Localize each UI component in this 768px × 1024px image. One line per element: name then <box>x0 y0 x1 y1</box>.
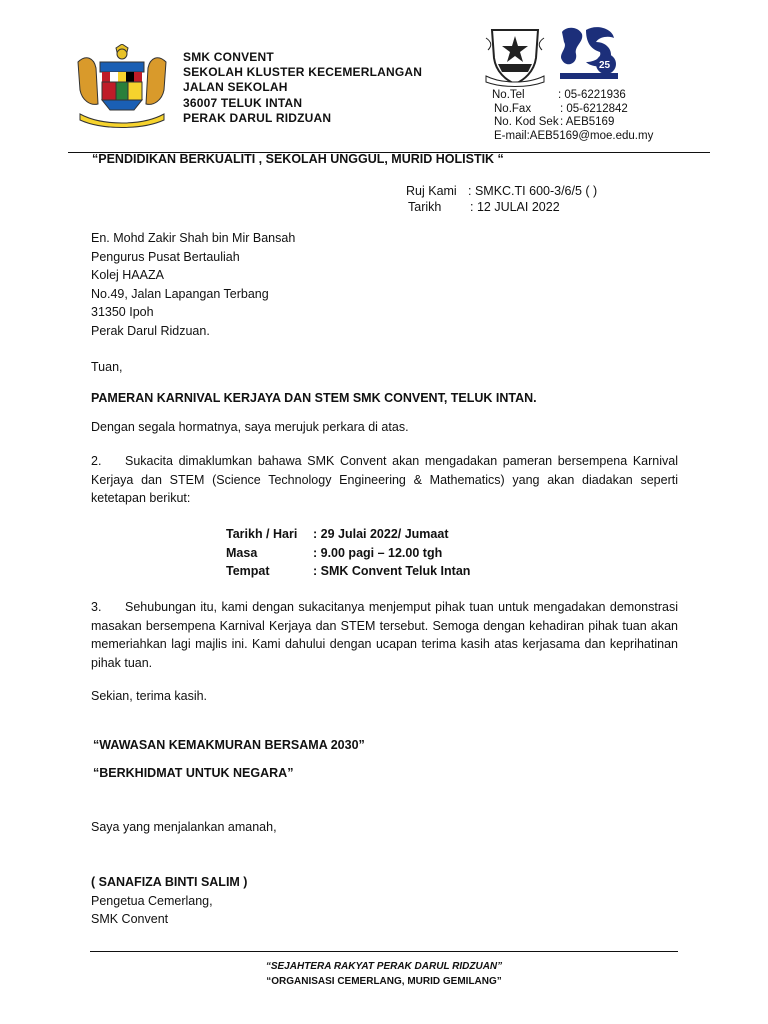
detail-venue-row: Tempat : SMK Convent Teluk Intan <box>226 564 471 578</box>
detail-date-row: Tarikh / Hari : 29 Julai 2022/ Jumaat <box>226 527 449 541</box>
email-row: E-mail: AEB5169@moe.edu.my <box>494 129 654 142</box>
footer-slogan-2: “ORGANISASI CEMERLANG, MURID GEMILANG” <box>266 976 502 987</box>
address-postcode: 36007 TELUK INTAN <box>183 95 303 110</box>
contact-block <box>492 89 653 143</box>
recipient-title: Pengurus Pusat Bertauliah <box>91 249 240 264</box>
signatory-org: SMK Convent <box>91 912 169 926</box>
paragraph-2-number: 2. <box>91 454 102 468</box>
school-code-row: No. Kod Sek : AEB5169 <box>494 116 615 128</box>
footer-divider <box>90 951 678 952</box>
event-details <box>226 525 470 581</box>
salutation: Tuan, <box>91 360 123 374</box>
school-address-block <box>183 50 422 126</box>
amanah-line: Saya yang menjalankan amanah, <box>91 820 277 834</box>
signatory-block <box>91 873 247 929</box>
slogan-berkhidmat: “BERKHIDMAT UNTUK NEGARA” <box>93 766 294 780</box>
date-row: Tarikh : 12 JULAI 2022 <box>408 200 560 214</box>
signatory-name: ( SANAFIZA BINTI SALIM ) <box>91 875 248 889</box>
paragraph-3-number: 3. <box>91 600 102 614</box>
address-street: JALAN SEKOLAH <box>183 80 288 95</box>
paragraph-3-text: Sehubungan itu, kami dengan sukacitanya menjemput pihak tuan untuk mengadakan demonstrasi masakan bersempena Karnival Kerjaya dan STEM tersebut. Semoga dengan kehadiran pihak tuan akan memeriahkan lagi majlis ini. Kami dahului dengan ucapan terima kasih atas kerjasama dan keprihatinan pihak tuan. <box>91 600 678 670</box>
signatory-title: Pengetua Cemerlang, <box>91 893 213 908</box>
opening-line: Dengan segala hormatnya, saya merujuk perkara di atas. <box>91 420 409 434</box>
fax-row: No.Fax : 05-6212842 <box>494 102 628 115</box>
malaysia-coat-of-arms-icon <box>72 44 172 130</box>
detail-time-row: Masa : 9.00 pagi – 12.00 tgh <box>226 545 443 560</box>
paragraph-2 <box>91 452 678 508</box>
recipient-street: No.49, Jalan Lapangan Terbang <box>91 286 269 301</box>
reference-row: Ruj Kami : SMKC.TI 600-3/6/5 ( ) <box>406 184 598 198</box>
school-crest-icon <box>482 24 548 88</box>
recipient-postcode: 31350 Ipoh <box>91 305 154 319</box>
motto: “PENDIDIKAN BERKUALITI , SEKOLAH UNGGUL, MURID HOLISTIK “ <box>92 152 504 166</box>
recipient-state: Perak Darul Ridzuan. <box>91 323 210 338</box>
address-state: PERAK DARUL RIDZUAN <box>183 110 332 125</box>
paragraph-3 <box>91 598 678 672</box>
recipient-address <box>91 229 295 340</box>
kpm-25-logo-icon <box>556 24 622 82</box>
slogan-wawasan: “WAWASAN KEMAKMURAN BERSAMA 2030” <box>93 738 365 752</box>
school-name: SMK CONVENT <box>183 50 274 64</box>
reference-block <box>406 183 597 215</box>
footer-slogan-1: “SEJAHTERA RAKYAT PERAK DARUL RIDZUAN” <box>265 961 503 972</box>
recipient-name: En. Mohd Zakir Shah bin Mir Bansah <box>91 231 296 245</box>
tel-row: No.Tel : 05-6221936 <box>492 89 626 101</box>
subject-heading: PAMERAN KARNIVAL KERJAYA DAN STEM SMK CONVENT, TELUK INTAN. <box>91 391 537 405</box>
closing-line: Sekian, terima kasih. <box>91 689 208 703</box>
svg-text:25: 25 <box>599 60 611 71</box>
paragraph-2-text: Sukacita dimaklumkan bahawa SMK Convent akan mengadakan pameran bersempena Karnival Kerjaya dan STEM (Science Technology Engineering & Mathematics) yang akan diadakan seperti ketetapan berikut: <box>91 454 678 505</box>
recipient-org: Kolej HAAZA <box>91 268 164 282</box>
school-cluster: SEKOLAH KLUSTER KECEMERLANGAN <box>183 65 423 80</box>
